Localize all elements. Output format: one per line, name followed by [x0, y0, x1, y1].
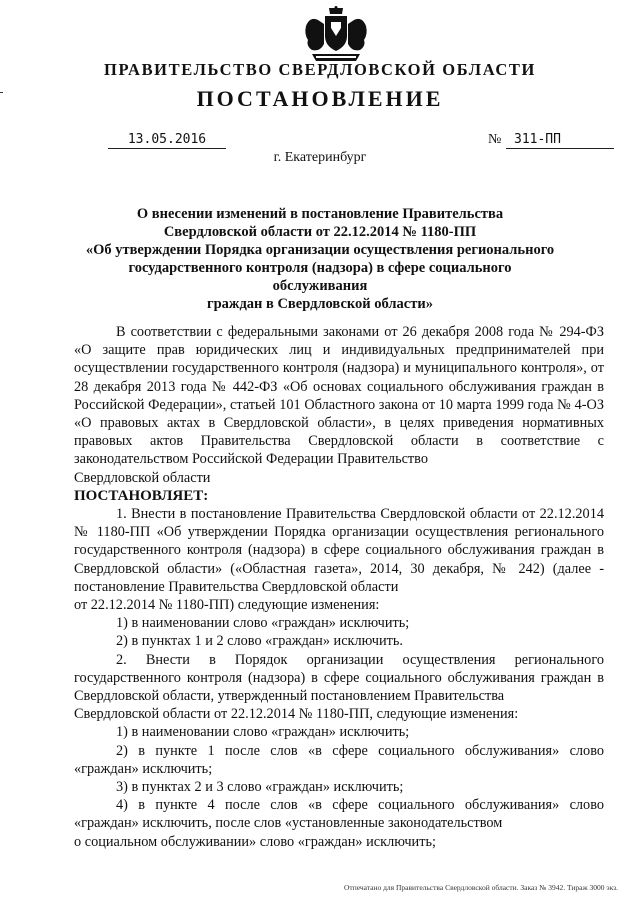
coat-of-arms-icon	[302, 6, 370, 64]
document-title	[80, 205, 560, 313]
item-1: 1. Внести в постановление Правительства Свердловской области от 22.12.2014 № 1180-ПП «Об утверждении Порядка организации осуществления регионального государственного контроля (надзора) в сфере социального обслуживания граждан в Свердловской области» («Областная газета», 2014, 30 декабря, № 242) (далее - постановление Правительства Свердловской области	[74, 506, 604, 595]
preamble-paragraph-end: Свердловской области	[74, 469, 211, 486]
item-2-subitem-2: 2) в пункте 1 после слов «в сфере социального обслуживания» слово	[116, 742, 604, 759]
item-2-end: Свердловской области от 22.12.2014 № 1180-ПП, следующие изменения:	[74, 706, 519, 723]
document-date: 13.05.2016	[108, 132, 226, 149]
city: г. Екатеринбург	[273, 150, 367, 165]
title-line: Свердловской области от 22.12.2014 № 1180-ПП	[163, 224, 477, 240]
title-line: «Об утверждении Порядка организации осуществления регионального	[85, 242, 555, 258]
item-2-subitem-4-end: о социальном обслуживании» слово «граждан» исключить;	[74, 833, 436, 850]
item-1-subitem-2: 2) в пунктах 1 и 2 слово «граждан» исключить.	[116, 633, 403, 650]
item-2-subitem-1: 1) в наименовании слово «граждан» исключить;	[116, 724, 410, 741]
item-2-subitem-4: 4) в пункте 4 после слов «в сфере социального обслуживания» слово «граждан» исключить, после слов «установленные законодательством	[74, 797, 604, 832]
title-line: государственного контроля (надзора) в сфере социального обслуживания	[128, 260, 512, 294]
print-note: Отпечатано для Правительства Свердловской области. Заказ № 3942. Тираж 3000 экз.	[344, 883, 618, 892]
title-line: О внесении изменений в постановление Правительства	[136, 206, 504, 222]
item-1-end: от 22.12.2014 № 1180-ПП) следующие изменения:	[74, 597, 380, 614]
document-body	[74, 323, 604, 851]
item-1-subitem-1: 1) в наименовании слово «граждан» исключить;	[116, 615, 410, 632]
document-number: 311-ПП	[506, 132, 614, 149]
preamble-paragraph: В соответствии с федеральными законами от 26 декабря 2008 года № 294-ФЗ «О защите прав юридических лиц и индивидуальных предпринимателей при осуществлении государственного контроля (надзора) и муниципального контроля», от 28 декабря 2013 года № 442-ФЗ «Об основах социального обслуживания граждан в Российской Федерации», статьей 101 Областного закона от 10 марта 1999 года № 4-ОЗ «О правовых актах в Свердловской области», в целях приведения нормативных правовых актов Правительства Свердловской области в соответствие с законодательством Российской Федерации Правительство	[74, 324, 604, 468]
title-line: граждан в Свердловской области»	[207, 296, 433, 312]
item-2-subitem-2-end: «граждан» исключить;	[74, 760, 213, 777]
government-name: ПРАВИТЕЛЬСТВО СВЕРДЛОВСКОЙ ОБЛАСТИ	[104, 60, 536, 79]
document-type: ПОСТАНОВЛЕНИЕ	[196, 86, 444, 111]
item-2: 2. Внести в Порядок организации осуществления регионального государственного контроля (надзора) в сфере социального обслуживания граждан в Свердловской области, утвержденный постановлением Правительства	[74, 651, 604, 705]
item-2-subitem-3: 3) в пунктах 2 и 3 слово «граждан» исключить;	[116, 779, 404, 796]
resolves-heading: ПОСТАНОВЛЯЕТ:	[74, 487, 209, 504]
number-label: №	[488, 132, 502, 147]
